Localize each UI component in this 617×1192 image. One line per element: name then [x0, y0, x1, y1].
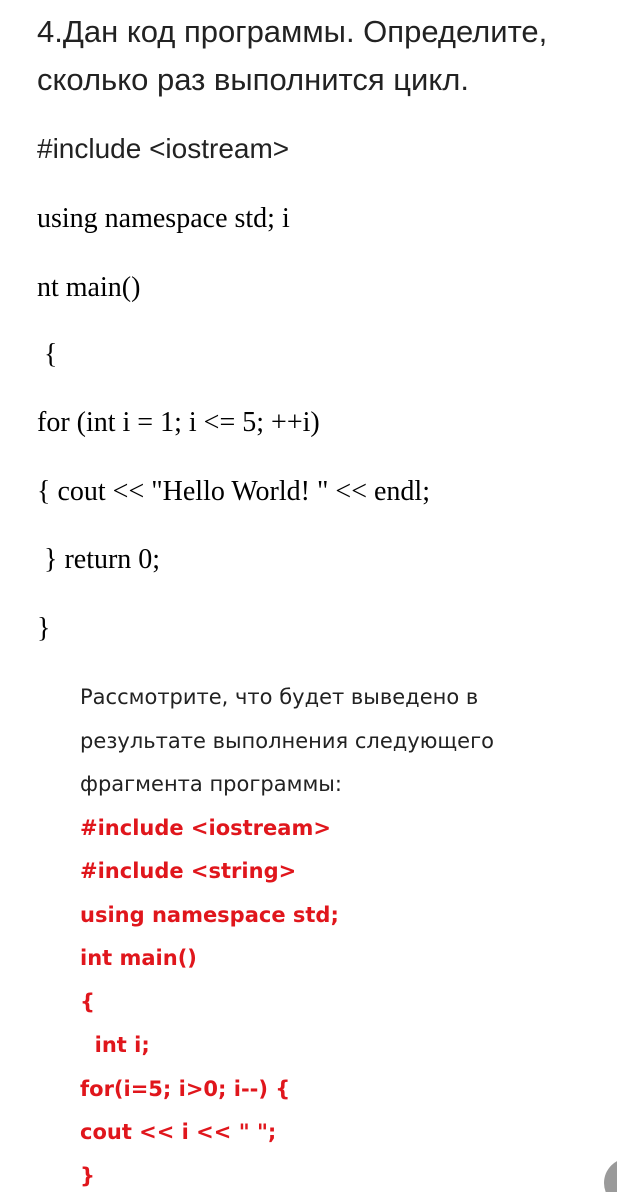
code-line: } — [80, 1163, 95, 1188]
code-line: int main() — [80, 946, 197, 970]
code-line-open-brace: { — [37, 339, 58, 370]
code-line: #include <iostream> — [80, 815, 331, 840]
code-line-close-brace: } — [37, 613, 51, 644]
code-line: cout << i << " "; — [80, 1120, 277, 1144]
code-line: for(i=5; i>0; i--) { — [80, 1076, 291, 1101]
intro-line: фрагмента программы: — [80, 772, 342, 796]
code-line-include: #include <iostream> — [37, 133, 290, 164]
code-line-namespace: using namespace std; i — [37, 203, 290, 234]
problem-2-intro — [80, 676, 580, 807]
problem-2 — [80, 676, 580, 1192]
code-line-cout: { cout << "Hello World! " << endl; — [37, 476, 430, 507]
intro-line: результате выполнения следующего — [80, 728, 494, 753]
code-line: int i; — [80, 1033, 150, 1057]
code-line-return: } return 0; — [37, 544, 161, 575]
code-line: #include <string> — [80, 859, 297, 883]
question-line-2: сколько раз выполнится цикл. — [37, 62, 469, 97]
intro-line: Рассмотрите, что будет выведено в — [80, 685, 479, 709]
code-line-for: for (int i = 1; i <= 5; ++i) — [37, 407, 320, 438]
code-listing-2 — [80, 807, 580, 1192]
question-line-1: 4.Дан код программы. Определите, — [37, 14, 548, 49]
code-line: using namespace std; — [80, 902, 339, 927]
code-line: { — [80, 989, 95, 1014]
corner-circle-icon — [604, 1158, 617, 1192]
code-line-main: nt main() — [37, 272, 141, 303]
question-title — [37, 8, 607, 104]
